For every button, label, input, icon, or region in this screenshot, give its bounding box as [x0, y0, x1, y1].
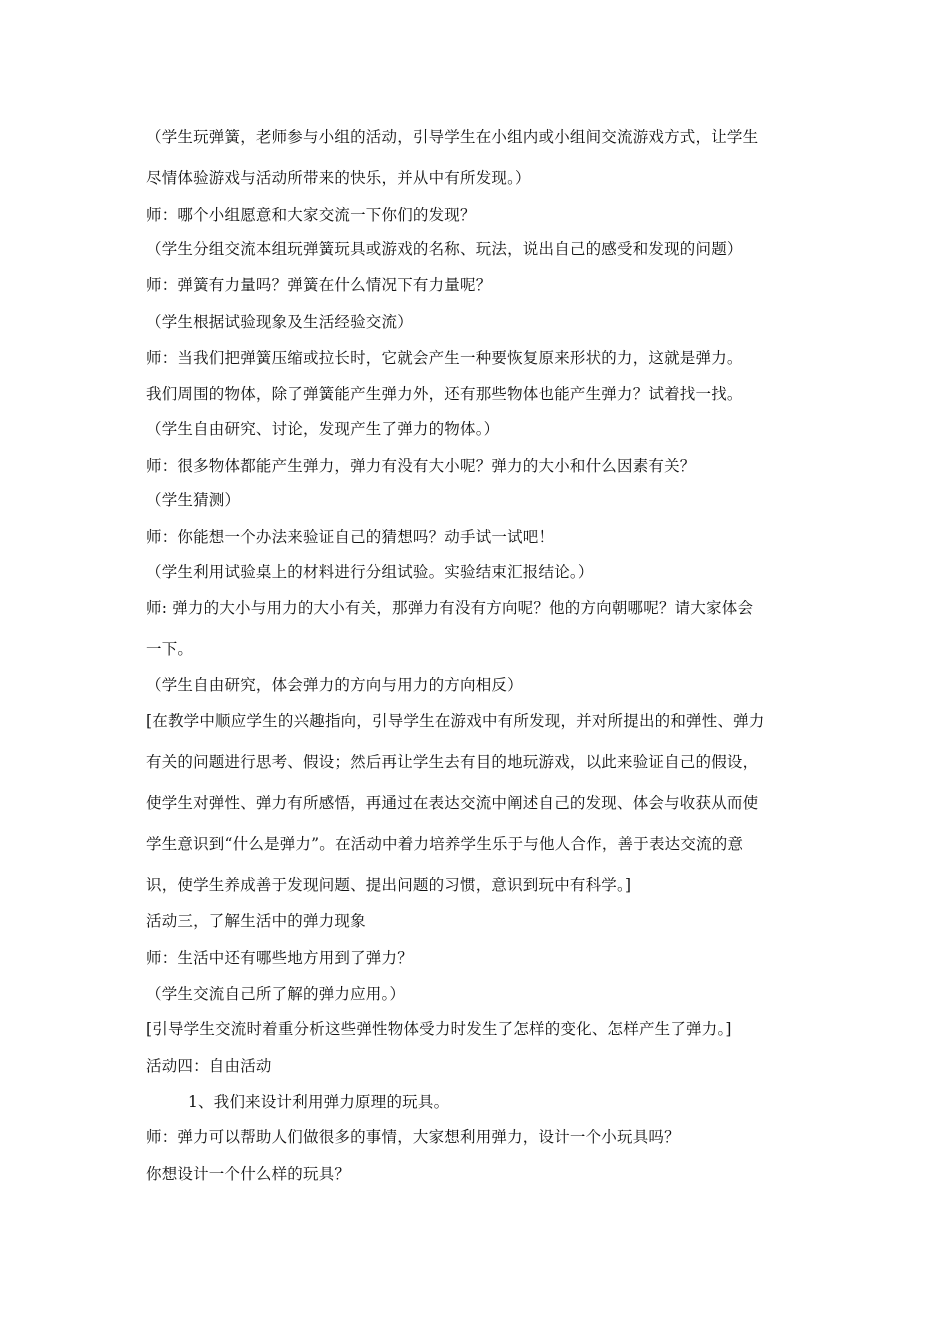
paragraph-line: 活动四：自由活动	[146, 1057, 272, 1075]
paragraph-line: （学生交流自己所了解的弹力应用。）	[146, 985, 406, 1003]
paragraph-line: 师：生活中还有哪些地方用到了弹力？	[146, 949, 413, 967]
paragraph-line: 使学生对弹性、弹力有所感悟，再通过在表达交流中阐述自己的发现、体会与收获从而使	[146, 794, 759, 812]
paragraph-line: 一下。	[146, 640, 194, 658]
paragraph-line: 有关的问题进行思考、假设；然后再让学生去有目的地玩游戏，以此来验证自己的假设，	[146, 753, 759, 771]
paragraph-line: （学生猜测）	[146, 491, 241, 509]
paragraph-line: 我们周围的物体，除了弹簧能产生弹力外，还有那些物体也能产生弹力？试着找一找。	[146, 385, 743, 403]
paragraph-line: 师：当我们把弹簧压缩或拉长时，它就会产生一种要恢复原来形状的力，这就是弹力。	[146, 349, 743, 367]
paragraph-line: 识，使学生养成善于发现问题、提出问题的习惯，意识到玩中有科学。]	[146, 876, 632, 894]
paragraph-line: 师：哪个小组愿意和大家交流一下你们的发现？	[146, 206, 476, 224]
paragraph-line: 活动三，了解生活中的弹力现象	[146, 912, 366, 930]
paragraph-line: （学生分组交流本组玩弹簧玩具或游戏的名称、玩法，说出自己的感受和发现的问题）	[146, 240, 743, 258]
paragraph-line: （学生自由研究，体会弹力的方向与用力的方向相反）	[146, 676, 523, 694]
paragraph-line: 师：弹簧有力量吗？弹簧在什么情况下有力量呢？	[146, 276, 492, 294]
paragraph-line: 1、我们来设计利用弹力原理的玩具。	[188, 1093, 450, 1111]
paragraph-line: 师：很多物体都能产生弹力，弹力有没有大小呢？弹力的大小和什么因素有关？	[146, 457, 696, 475]
paragraph-line: （学生利用试验桌上的材料进行分组试验。实验结束汇报结论。）	[146, 563, 594, 581]
paragraph-line: [引导学生交流时着重分析这些弹性物体受力时发生了怎样的变化、怎样产生了弹力。]	[146, 1020, 732, 1038]
paragraph-line: （学生玩弹簧，老师参与小组的活动，引导学生在小组内或小组间交流游戏方式，让学生	[146, 128, 759, 146]
paragraph-line: 学生意识到“什么是弹力”。在活动中着力培养学生乐于与他人合作，善于表达交流的意	[146, 835, 744, 853]
paragraph-line: （学生根据试验现象及生活经验交流）	[146, 313, 413, 331]
paragraph-line: 你想设计一个什么样的玩具？	[146, 1165, 351, 1183]
paragraph-line: 师：弹力可以帮助人们做很多的事情，大家想利用弹力，设计一个小玩具吗？	[146, 1128, 680, 1146]
paragraph-line: 师: 弹力的大小与用力的大小有关，那弹力有没有方向呢？他的方向朝哪呢？请大家体会	[146, 599, 754, 617]
paragraph-line: [在教学中顺应学生的兴趣指向，引导学生在游戏中有所发现，并对所提出的和弹性、弹力	[146, 712, 765, 730]
paragraph-line: 尽情体验游戏与活动所带来的快乐，并从中有所发现。）	[146, 169, 531, 187]
paragraph-line: 师：你能想一个办法来验证自己的猜想吗？动手试一试吧！	[146, 528, 555, 546]
paragraph-line: （学生自由研究、讨论，发现产生了弹力的物体。）	[146, 420, 500, 438]
